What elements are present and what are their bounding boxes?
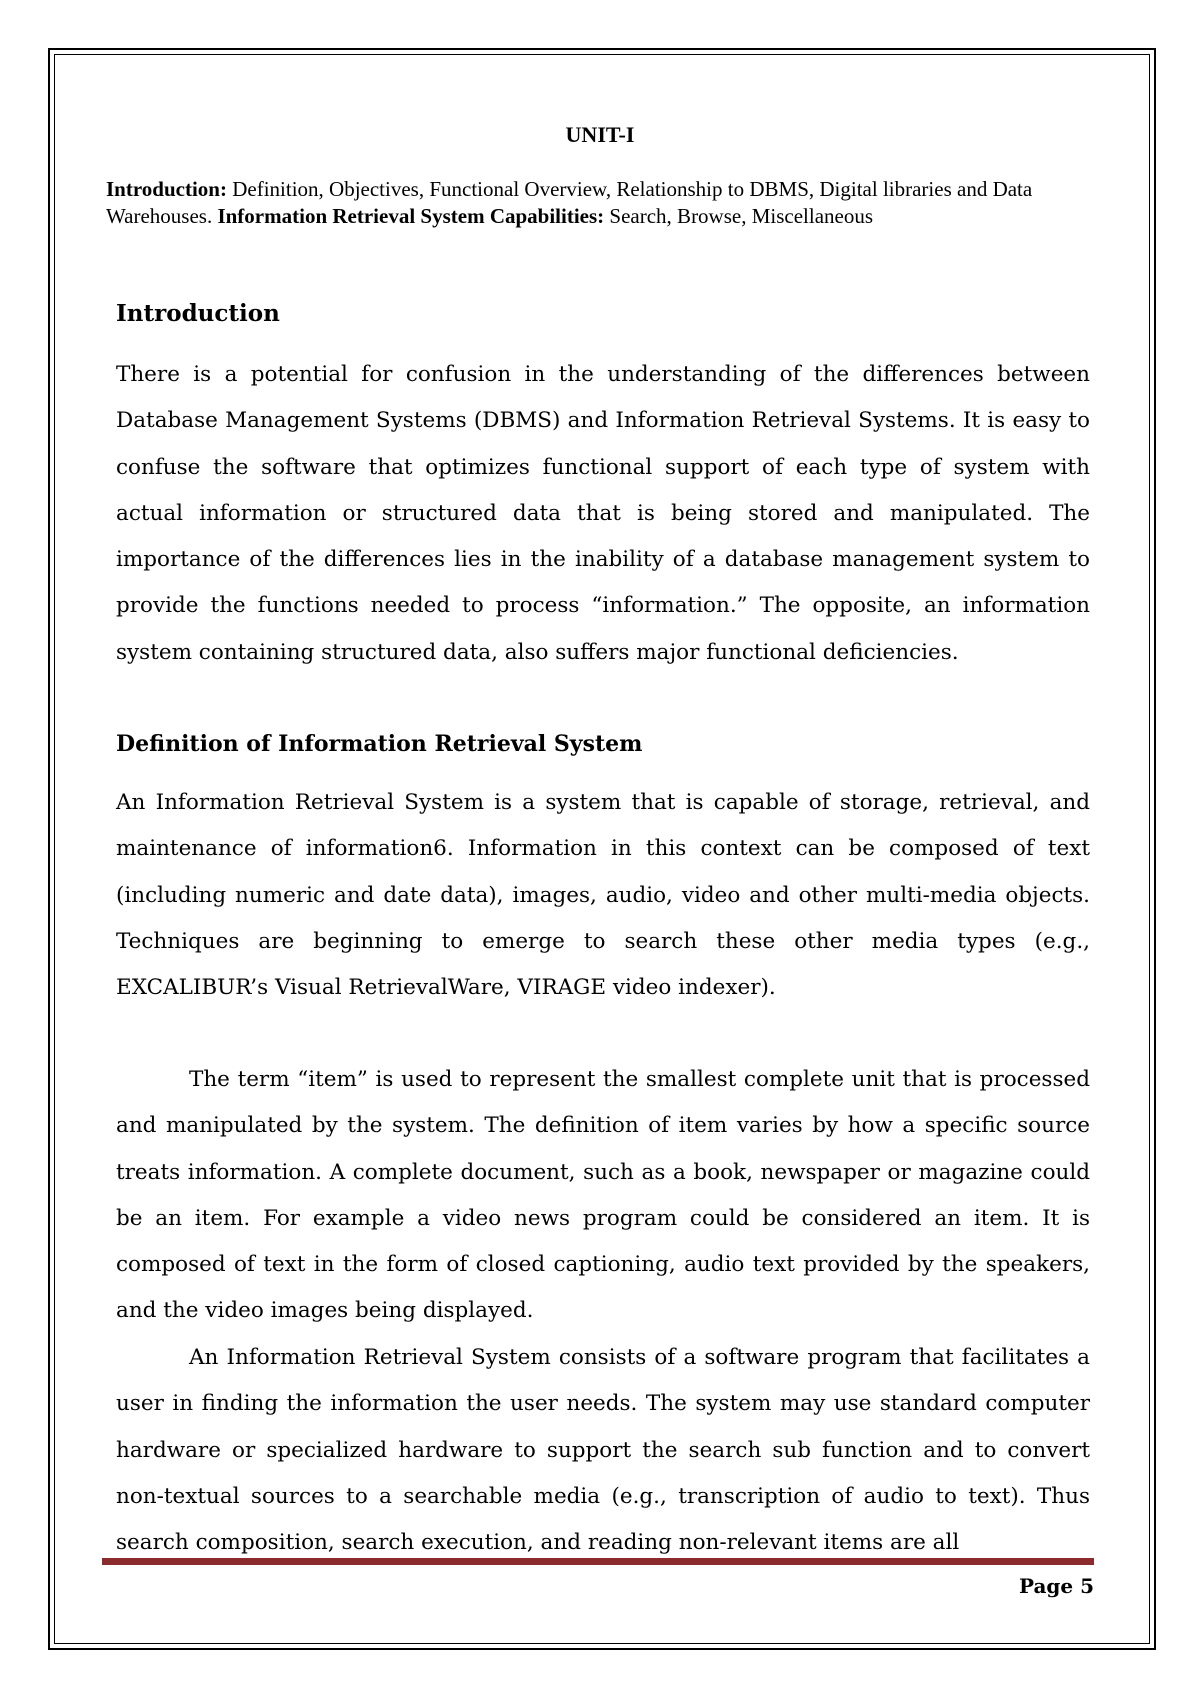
definition-paragraph-1: An Information Retrieval System is a system that is capable of storage, retrieval, and maintenance of information6. Information in this context can be composed of text (including numeric and date data), images, audio, video and other multi-media objects. Techniques are beginning to emerge to search these other media types (e.g., EXCALIBUR’s Visual RetrievalWare, VIRAGE video indexer). [116, 790, 1090, 1001]
unit-title: UNIT-I [565, 122, 635, 147]
definition-paragraph-2: The term “item” is used to represent the smallest complete unit that is processed and manipulated by the system. The definition of item varies by how a specific source treats information. A complete document, such as a book, newspaper or magazine could be an item. For example a video news program could be considered an item. It is composed of text in the form of closed captioning, audio text provided by the speakers, and the video images being displayed. [116, 1067, 1090, 1324]
introduction-heading: Introduction [116, 300, 280, 327]
page-number: Page 5 [1018, 1574, 1094, 1598]
introduction-paragraph: There is a potential for confusion in the understanding of the differences between Database Management Systems (DBMS) and Information Retrieval Systems. It is easy to confuse the software that optimizes functional support of each type of system with actual information or structured data that is being stored and manipulated. The importance of the differences lies in the inability of a database management system to provide the functions needed to process “information.” The opposite, an information system containing structured data, also suffers major functional deficiencies. [116, 362, 1090, 665]
footer-rule [102, 1558, 1094, 1565]
syllabus-summary [106, 176, 1036, 230]
syllabus-intro-label: Introduction: [106, 177, 227, 201]
syllabus-capabilities-topics: Search, Browse, Miscellaneous [609, 204, 874, 228]
definition-heading: Definition of Information Retrieval System [116, 731, 643, 757]
syllabus-intro-topics: Definition, Objectives, Functional Overview, Relationship to DBMS, Digital libraries and Data Warehouses. [106, 177, 1033, 228]
syllabus-capabilities-label: Information Retrieval System Capabilities: [217, 204, 605, 228]
definition-paragraph-3: An Information Retrieval System consists of a software program that facilitates a user in finding the information the user needs. The system may use standard computer hardware or specialized hardware to support the search sub function and to convert non-textual sources to a searchable media (e.g., transcription of audio to text). Thus search composition, search execution, and reading non-relevant items are all [116, 1345, 1090, 1556]
